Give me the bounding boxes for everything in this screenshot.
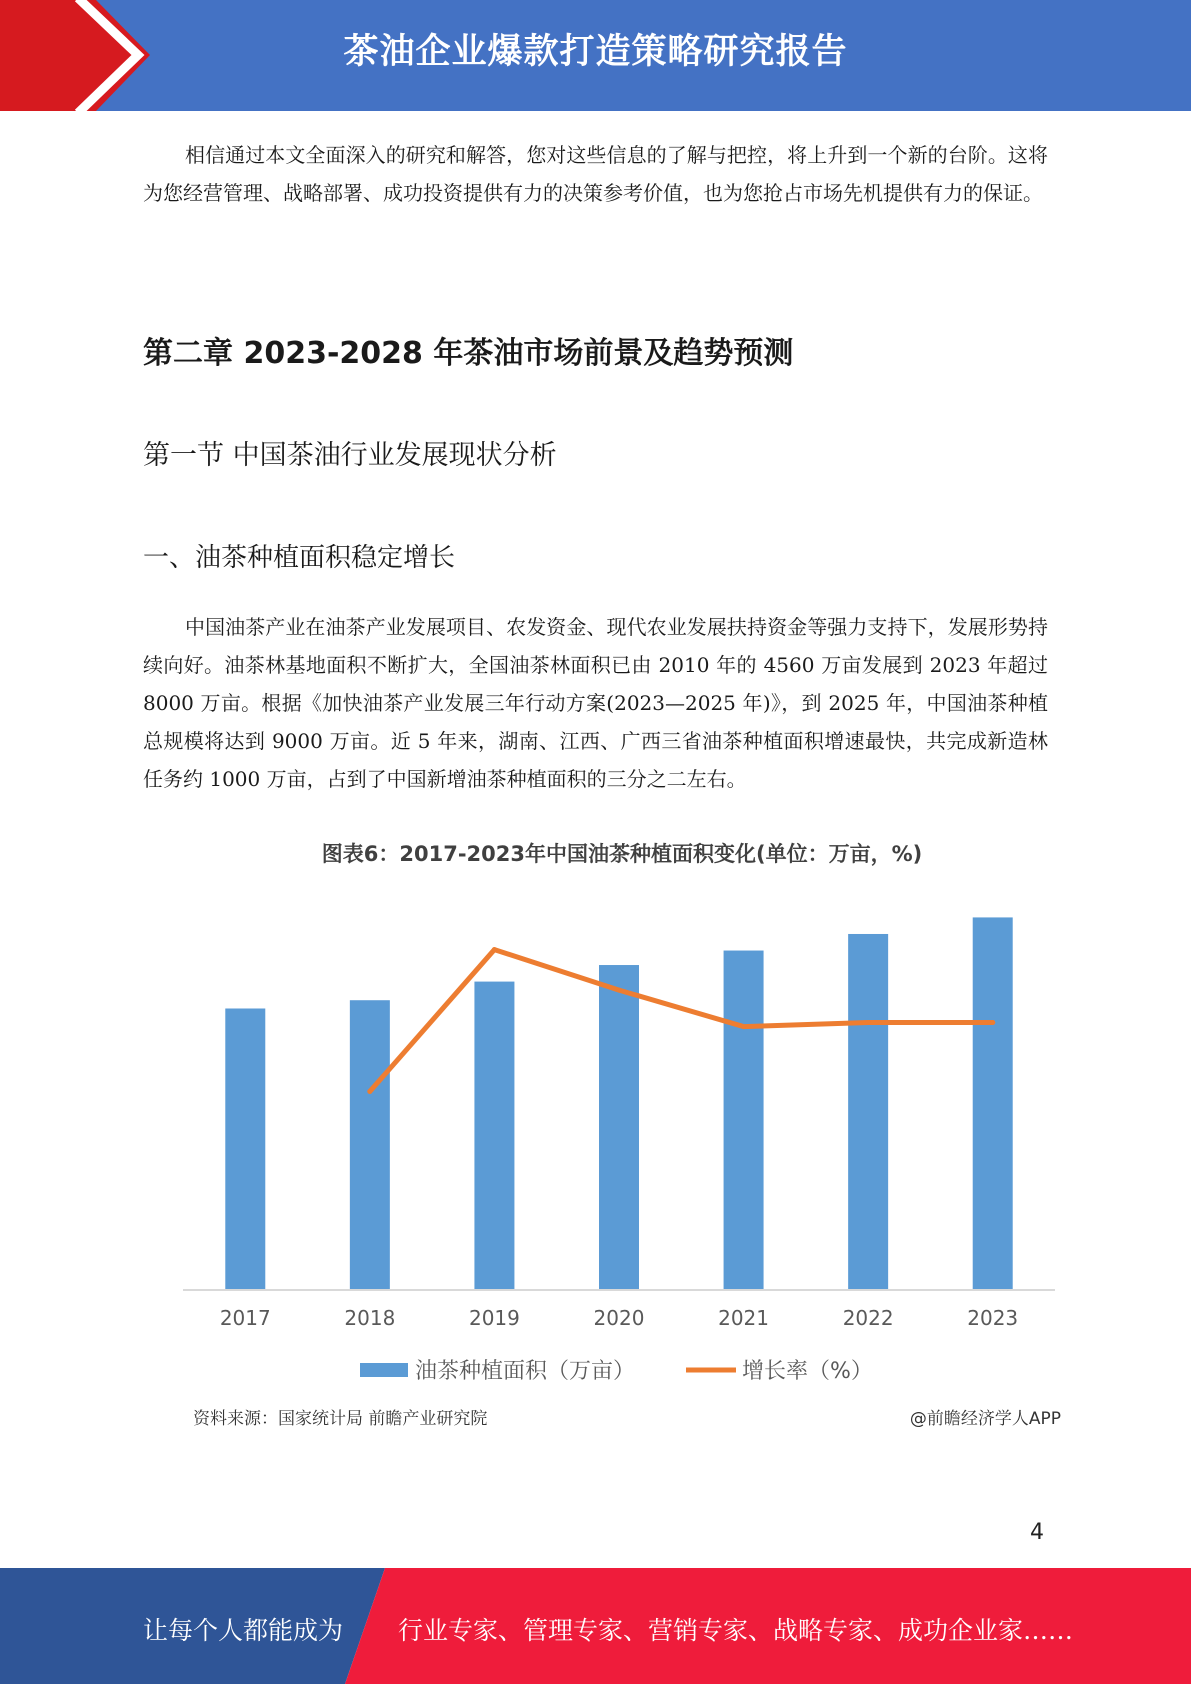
- bar-2021: [724, 951, 764, 1290]
- growth-rate-point-2018: [367, 1089, 372, 1094]
- legend-bar-swatch: [360, 1363, 408, 1377]
- header-title: 茶油企业爆款打造策略研究报告: [343, 32, 848, 72]
- body-paragraph: 中国油茶产业在油茶产业发展项目、农发资金、现代农业发展扶持资金等强力支持下，发展形势持续向好。油茶林基地面积不断扩大，全国油茶林面积已由 2010 年的 4560 万亩发展到 2023 年超过 8000 万亩。根据《加快油茶产业发展三年行动方案(2023—2025 年)》，到 2025 年，中国油茶种植总规模将达到 9000 万亩。近 5 年来，湖南、江西、广西三省油茶种植面积增速最快，共完成新造林任务约 1000 万亩，占到了中国新增油茶种植面积的三分之二左右。: [143, 615, 1048, 791]
- x-tick-label-2019: 2019: [468, 1306, 520, 1330]
- x-tick-label-2023: 2023: [967, 1306, 1019, 1330]
- growth-rate-line: [370, 950, 993, 1092]
- section-heading: 第一节 中国茶油行业发展现状分析: [143, 440, 557, 471]
- legend-line-label: 增长率（%）: [742, 1359, 873, 1384]
- growth-rate-point-2020: [617, 988, 622, 993]
- footer-slogan: 让每个人都能成为: [143, 1616, 344, 1645]
- page-number: 4: [1030, 1520, 1044, 1545]
- bar-2022: [848, 934, 888, 1290]
- growth-rate-point-2022: [866, 1020, 871, 1025]
- x-tick-label-2017: 2017: [219, 1306, 271, 1330]
- x-tick-label-2020: 2020: [593, 1306, 645, 1330]
- chart-source: 资料来源：国家统计局 前瞻产业研究院: [193, 1409, 488, 1429]
- growth-rate-point-2023: [990, 1020, 995, 1025]
- bar-2017: [225, 1008, 265, 1290]
- growth-rate-point-2019: [492, 947, 497, 952]
- chart-title: 图表6：2017-2023年中国油茶种植面积变化(单位：万亩，%): [321, 842, 923, 866]
- intro-paragraph: 相信通过本文全面深入的研究和解答，您对这些信息的了解与把控，将上升到一个新的台阶。这将为您经营管理、战略部署、成功投资提供有力的决策参考价值，也为您抢占市场先机提供有力的保证。: [143, 143, 1048, 205]
- footer-roles: 行业专家、管理专家、营销专家、战略专家、成功企业家……: [398, 1616, 1074, 1645]
- x-tick-label-2018: 2018: [344, 1306, 396, 1330]
- bar-2019: [474, 982, 514, 1290]
- growth-rate-point-2021: [741, 1024, 746, 1029]
- bar-2023: [973, 917, 1013, 1290]
- legend-bar-label: 油茶种植面积（万亩）: [415, 1359, 636, 1384]
- chapter-heading: 第二章 2023-2028 年茶油市场前景及趋势预测: [143, 336, 794, 371]
- chart-credit: @前瞻经济学人APP: [909, 1409, 1061, 1429]
- subsection-heading: 一、油茶种植面积稳定增长: [143, 543, 456, 573]
- bar-2018: [350, 1000, 390, 1290]
- bar-2020: [599, 965, 639, 1290]
- x-tick-label-2021: 2021: [718, 1306, 770, 1330]
- x-tick-label-2022: 2022: [842, 1306, 894, 1330]
